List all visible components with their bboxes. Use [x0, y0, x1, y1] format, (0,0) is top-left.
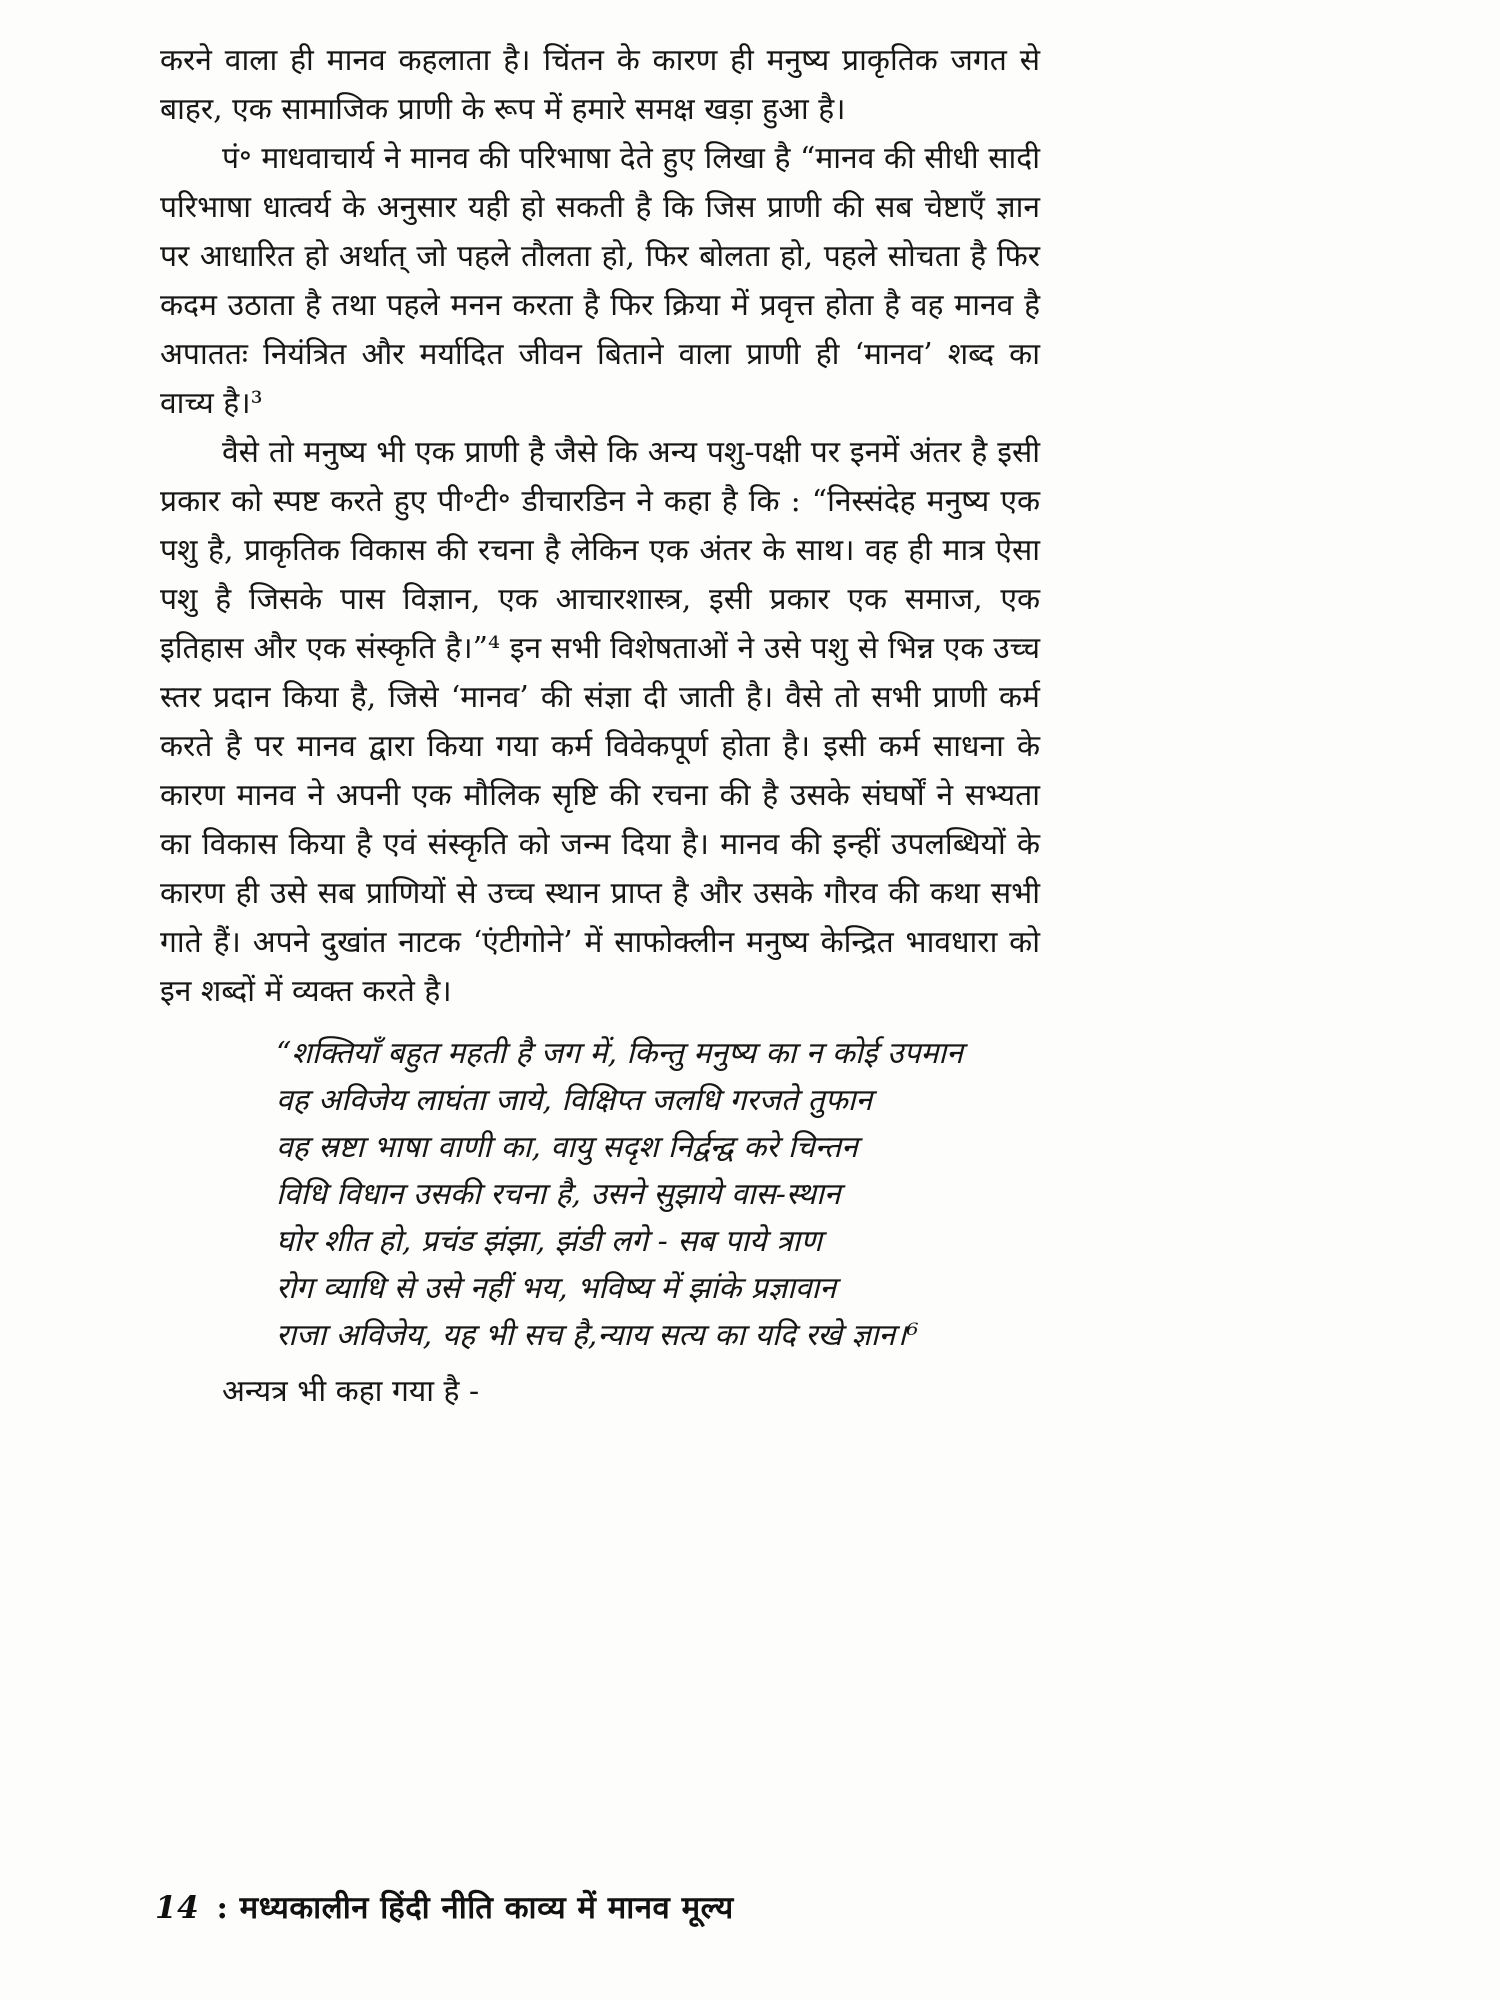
paragraph-after-poem: अन्यत्र भी कहा गया है -	[222, 1374, 480, 1409]
page-body	[160, 36, 1040, 1416]
poem-line: विधि विधान उसकी रचना है, उसने सुझाये वास-स्थान	[276, 1177, 841, 1212]
poem-line: घोर शीत हो, प्रचंड झंझा, झंडी लगे - सब पाये त्राण	[276, 1224, 822, 1259]
paragraph-dechardin-quote: वैसे तो मनुष्य भी एक प्राणी है जैसे कि अन्य पशु-पक्षी पर इनमें अंतर है इसी प्रकार को स्पष्ट करते हुए पी॰टी॰ डीचारडिन ने कहा है कि : “निस्संदेह मनुष्य एक पशु है, प्राकृतिक विकास की रचना है लेकिन एक अंतर के साथ। वह ही मात्र ऐसा पशु है जिसके पास विज्ञान, एक आचारशास्त्र, इसी प्रकार एक समाज, एक इतिहास और एक संस्कृति है।”⁴ इन सभी विशेषताओं ने उसे पशु से भिन्न एक उच्च स्तर प्रदान किया है, जिसे ‘मानव’ की संज्ञा दी जाती है। वैसे तो सभी प्राणी कर्म करते है पर मानव द्वारा किया गया कर्म विवेकपूर्ण होता है। इसी कर्म साधना के कारण मानव ने अपनी एक मौलिक सृष्टि की रचना की है उसके संघर्षों ने सभ्यता का विकास किया है एवं संस्कृति को जन्म दिया है। मानव की इन्हीं उपलब्धियों के कारण ही उसे सब प्राणियों से उच्च स्थान प्राप्त है और उसके गौरव की कथा सभी गाते हैं। अपने दुखांत नाटक ‘एंटीगोने’ में साफोक्लीन मनुष्य केन्द्रित भावधारा को इन शब्दों में व्यक्त करते है।	[160, 435, 1040, 1009]
paragraph-continuation: करने वाला ही मानव कहलाता है। चिंतन के कारण ही मनुष्य प्राकृतिक जगत से बाहर, एक सामाजिक प्राणी के रूप में हमारे समक्ष खड़ा हुआ है।	[160, 43, 1040, 127]
footer-title: : मध्यकालीन हिंदी नीति काव्य में मानव मूल्य	[216, 1890, 734, 1926]
page-number: 14	[155, 1890, 200, 1926]
poem-line: “शक्तियाँ बहुत महती है जग में, किन्तु मनुष्य का न कोई उपमान	[276, 1036, 963, 1071]
paragraph-madhavacharya-definition: पं॰ माधवाचार्य ने मानव की परिभाषा देते हुए लिखा है “मानव की सीधी सादी परिभाषा धात्वर्य के अनुसार यही हो सकती है कि जिस प्राणी की सब चेष्टाएँ ज्ञान पर आधारित हो अर्थात् जो पहले तौलता हो, फिर बोलता हो, पहले सोचता है फिर कदम उठाता है तथा पहले मनन करता है फिर क्रिया में प्रवृत्त होता है वह मानव है अपाततः नियंत्रित और मर्यादित जीवन बिताने वाला प्राणी ही ‘मानव’ शब्द का वाच्य है।³	[160, 141, 1040, 421]
poem-line: वह अविजेय लाघंता जाये, विक्षिप्त जलधि गरजते तुफान	[276, 1083, 873, 1118]
poem-line: राजा अविजेय, यह भी सच है,न्याय सत्य का यदि रखे ज्ञान।⁶	[276, 1318, 919, 1353]
poem-line: वह स्रष्टा भाषा वाणी का, वायु सदृश निर्द्वन्द्व करे चिन्तन	[276, 1130, 858, 1165]
poem-line: रोग व्याधि से उसे नहीं भय, भविष्य में झांके प्रज्ञावान	[276, 1271, 836, 1306]
page-footer	[155, 1886, 734, 1928]
poem-block	[276, 1030, 1040, 1359]
